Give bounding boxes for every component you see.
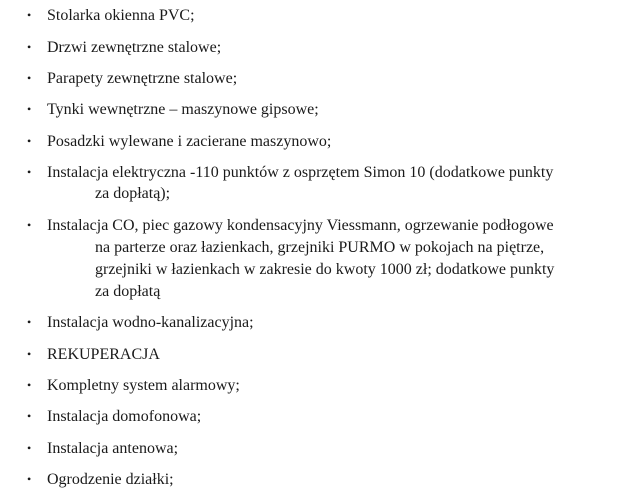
bullet: • [27, 315, 32, 329]
list-item-text: Ogrodzenie działki; [47, 471, 174, 488]
bullet: • [27, 102, 32, 116]
list-item-text: Kompletny system alarmowy; [47, 377, 240, 394]
list-item-continuation: za dopłatą); [95, 185, 171, 202]
bullet: • [27, 134, 32, 148]
list-item-text: REKUPERACJA [47, 346, 160, 363]
bullet: • [27, 40, 32, 54]
bullet: • [27, 165, 32, 179]
bullet: • [27, 8, 32, 22]
list-item-continuation: na parterze oraz łazienkach, grzejniki PURMO w pokojach na piętrze, [95, 239, 545, 256]
bullet: • [27, 409, 32, 423]
list-item-text: Instalacja wodno-kanalizacyjna; [47, 314, 254, 331]
list-item-text: Instalacja CO, piec gazowy kondensacyjny Viessmann, ogrzewanie podłogowe [47, 217, 554, 234]
bullet: • [27, 378, 32, 392]
bullet: • [27, 441, 32, 455]
list-item-text: Tynki wewnętrzne – maszynowe gipsowe; [47, 101, 319, 118]
bullet: • [27, 218, 32, 232]
list-item-text: Parapety zewnętrzne stalowe; [47, 70, 238, 87]
list-item-text: Instalacja antenowa; [47, 440, 179, 457]
list-item-text: Instalacja elektryczna -110 punktów z osprzętem Simon 10 (dodatkowe punkty [47, 164, 554, 181]
list-item-text: Stolarka okienna PVC; [47, 7, 195, 24]
bullet: • [27, 347, 32, 361]
list-item-text: Instalacja domofonowa; [47, 408, 202, 425]
list-item-continuation: za dopłatą [95, 283, 161, 300]
bullet: • [27, 472, 32, 486]
bullet: • [27, 71, 32, 85]
list-item-text: Drzwi zewnętrzne stalowe; [47, 39, 222, 56]
list-item-text: Posadzki wylewane i zacierane maszynowo; [47, 133, 332, 150]
list-item-continuation: grzejniki w łazienkach w zakresie do kwoty 1000 zł; dodatkowe punkty [95, 261, 555, 278]
